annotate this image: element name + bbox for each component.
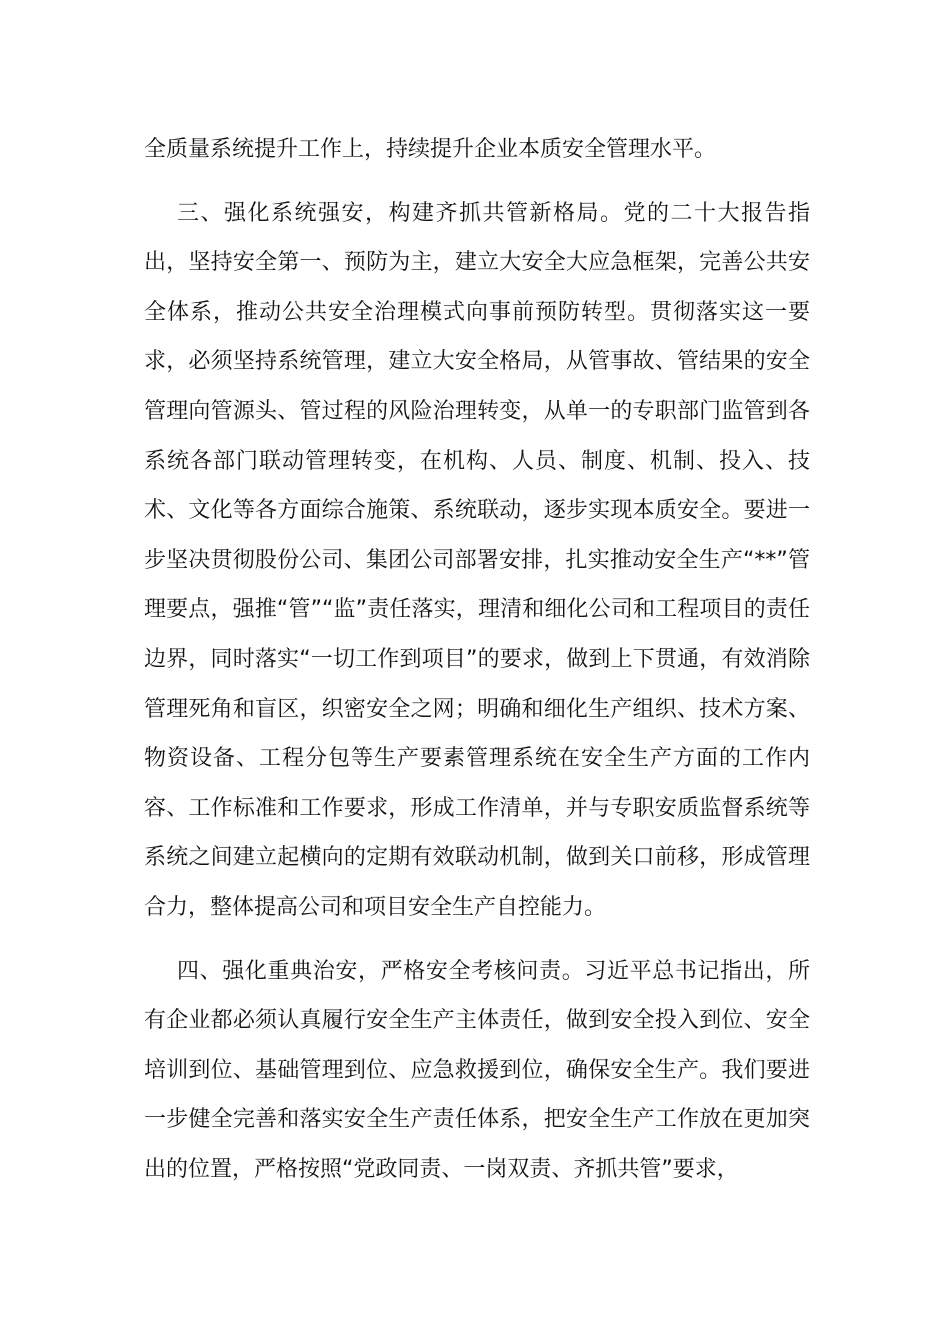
paragraph-section-four: 四、强化重典治安，严格安全考核问责。习近平总书记指出，所有企业都必须认真履行安全生产主体责任，做到安全投入到位、安全培训到位、基础管理到位、应急救援到位，确保安全生产。我们要进一步健全完善和落实安全生产责任体系，把安全生产工作放在更加突出的位置，严格按照“党政同责、一岗双责、齐抓共管”要求， bbox=[144, 958, 810, 1182]
paragraph-section-three: 三、强化系统强安，构建齐抓共管新格局。党的二十大报告指出，坚持安全第一、预防为主，建立大安全大应急框架，完善公共安全体系，推动公共安全治理模式向事前预防转型。贯彻落实这一要求，必须坚持系统管理，建立大安全格局，从管事故、管结果的安全管理向管源头、管过程的风险治理转变，从单一的专职部门监管到各系统各部门联动管理转变，在机构、人员、制度、机制、投入、技术、文化等各方面综合施策、系统联动，逐步实现本质安全。要进一步坚决贯彻股份公司、集团公司部署安排，扎实推动安全生产“**”管理要点，强推“管”“监”责任落实，理清和细化公司和工程项目的责任边界，同时落实“一切工作到项目”的要求，做到上下贯通，有效消除管理死角和盲区，织密安全之网；明确和细化生产组织、技术方案、物资设备、工程分包等生产要素管理系统在安全生产方面的工作内容、工作标准和工作要求，形成工作清单，并与专职安质监督系统等系统之间建立起横向的定期有效联动机制，做到关口前移，形成管理合力，整体提高公司和项目安全生产自控能力。 bbox=[144, 200, 810, 920]
paragraph-continuation: 全质量系统提升工作上，持续提升企业本质安全管理水平。 bbox=[144, 137, 717, 162]
document-body bbox=[144, 125, 810, 1194]
